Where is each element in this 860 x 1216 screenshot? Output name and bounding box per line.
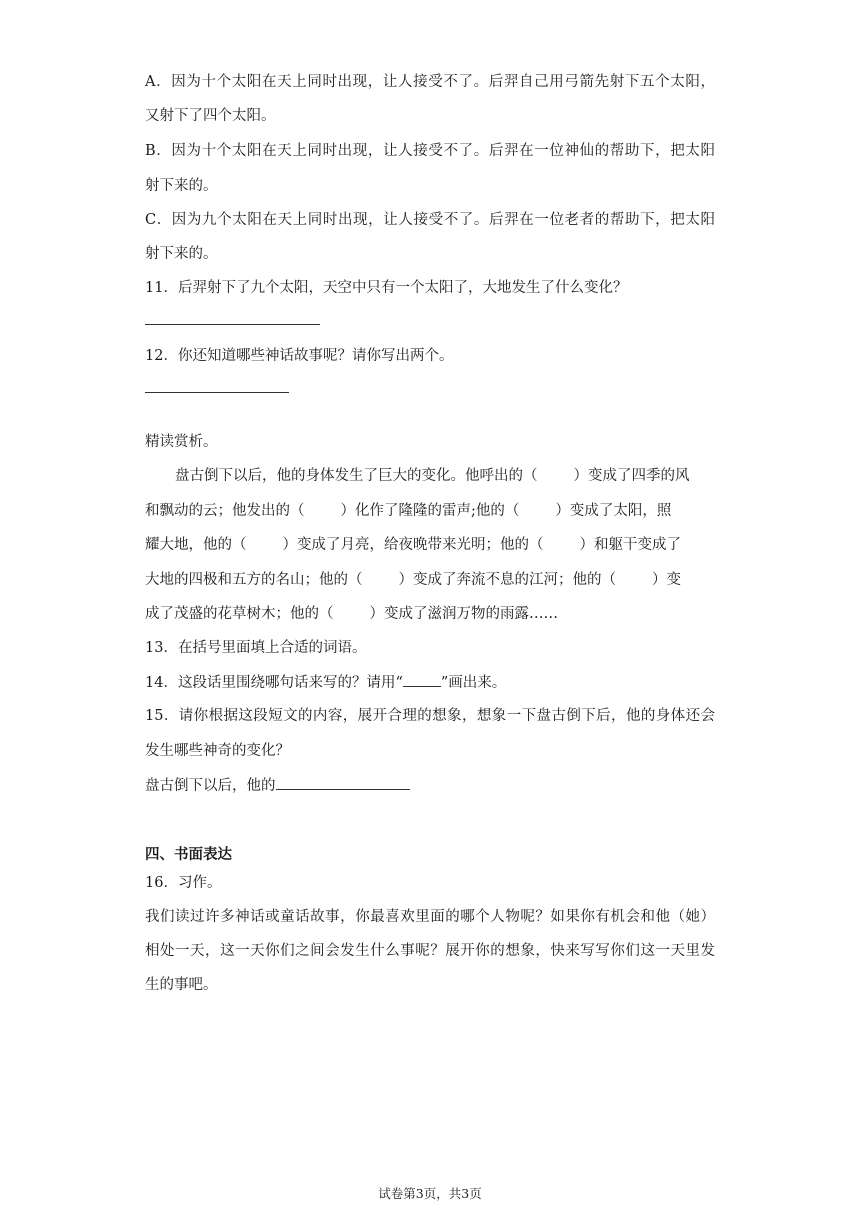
passage-line-4: 大地的四极和五方的名山；他的（ ）变成了奔流不息的江河；他的（ ）变 [145, 572, 681, 588]
question-13: 13．在括号里面填上合适的词语。 [145, 640, 367, 656]
page-footer: 试卷第3页，共3页 [378, 1186, 482, 1201]
section-4-heading: 四、书面表达 [145, 847, 232, 863]
question-15-prompt: 盘古倒下以后，他的 [145, 775, 410, 796]
essay-prompt-line1: 我们读过许多神话或童话故事，你最喜欢里面的哪个人物呢？如果你有机会和他（她） [145, 909, 715, 925]
answer-blank-11[interactable] [145, 324, 320, 325]
option-c-line2: 射下来的。 [145, 246, 218, 262]
option-a-line1: A．因为十个太阳在天上同时出现，让人接受不了。后羿自己用弓箭先射下五个太阳， [145, 74, 715, 90]
option-a-line2: 又射下了四个太阳。 [145, 108, 276, 124]
passage-line-1: 盘古倒下以后，他的身体发生了巨大的变化。他呼出的（ ）变成了四季的风 [175, 468, 690, 484]
question-12: 12．你还知道哪些神话故事呢？请你写出两个。 [145, 348, 454, 364]
essay-prompt-line3: 生的事吧。 [145, 977, 218, 993]
passage-line-5: 成了茂盛的花草树木；他的（ ）变成了滋润万物的雨露…… [145, 606, 558, 622]
passage-line-3: 耀大地，他的（ ）变成了月亮，给夜晚带来光明；他的（ ）和躯干变成了 [145, 537, 681, 553]
option-b-line2: 射下来的。 [145, 178, 218, 194]
answer-blank-15[interactable] [276, 775, 410, 790]
underline-sample [403, 672, 441, 687]
question-15-line1: 15．请你根据这段短文的内容，展开合理的想象，想象一下盘古倒下后，他的身体还会 [145, 708, 715, 724]
question-11: 11．后羿射下了九个太阳，天空中只有一个太阳了，大地发生了什么变化？ [145, 280, 628, 296]
option-b-line1: B．因为十个太阳在天上同时出现，让人接受不了。后羿在一位神仙的帮助下，把太阳 [145, 143, 715, 159]
answer-blank-12[interactable] [145, 392, 289, 393]
question-14: 14．这段话里围绕哪句话来写的？请用“ ”画出来。 [145, 672, 506, 693]
essay-prompt-line2: 相处一天，这一天你们之间会发生什么事呢？展开你的想象，快来写写你们这一天里发 [145, 943, 715, 959]
question-15-line2: 发生哪些神奇的变化？ [145, 743, 290, 759]
option-c-line1: C．因为九个太阳在天上同时出现，让人接受不了。后羿在一位老者的帮助下，把太阳 [145, 212, 715, 228]
question-16: 16．习作。 [145, 875, 222, 891]
section-label-reading: 精读赏析。 [145, 434, 218, 450]
passage-line-2: 和飘动的云；他发出的（ ）化作了隆隆的雷声;他的（ ）变成了太阳，照 [145, 503, 672, 519]
